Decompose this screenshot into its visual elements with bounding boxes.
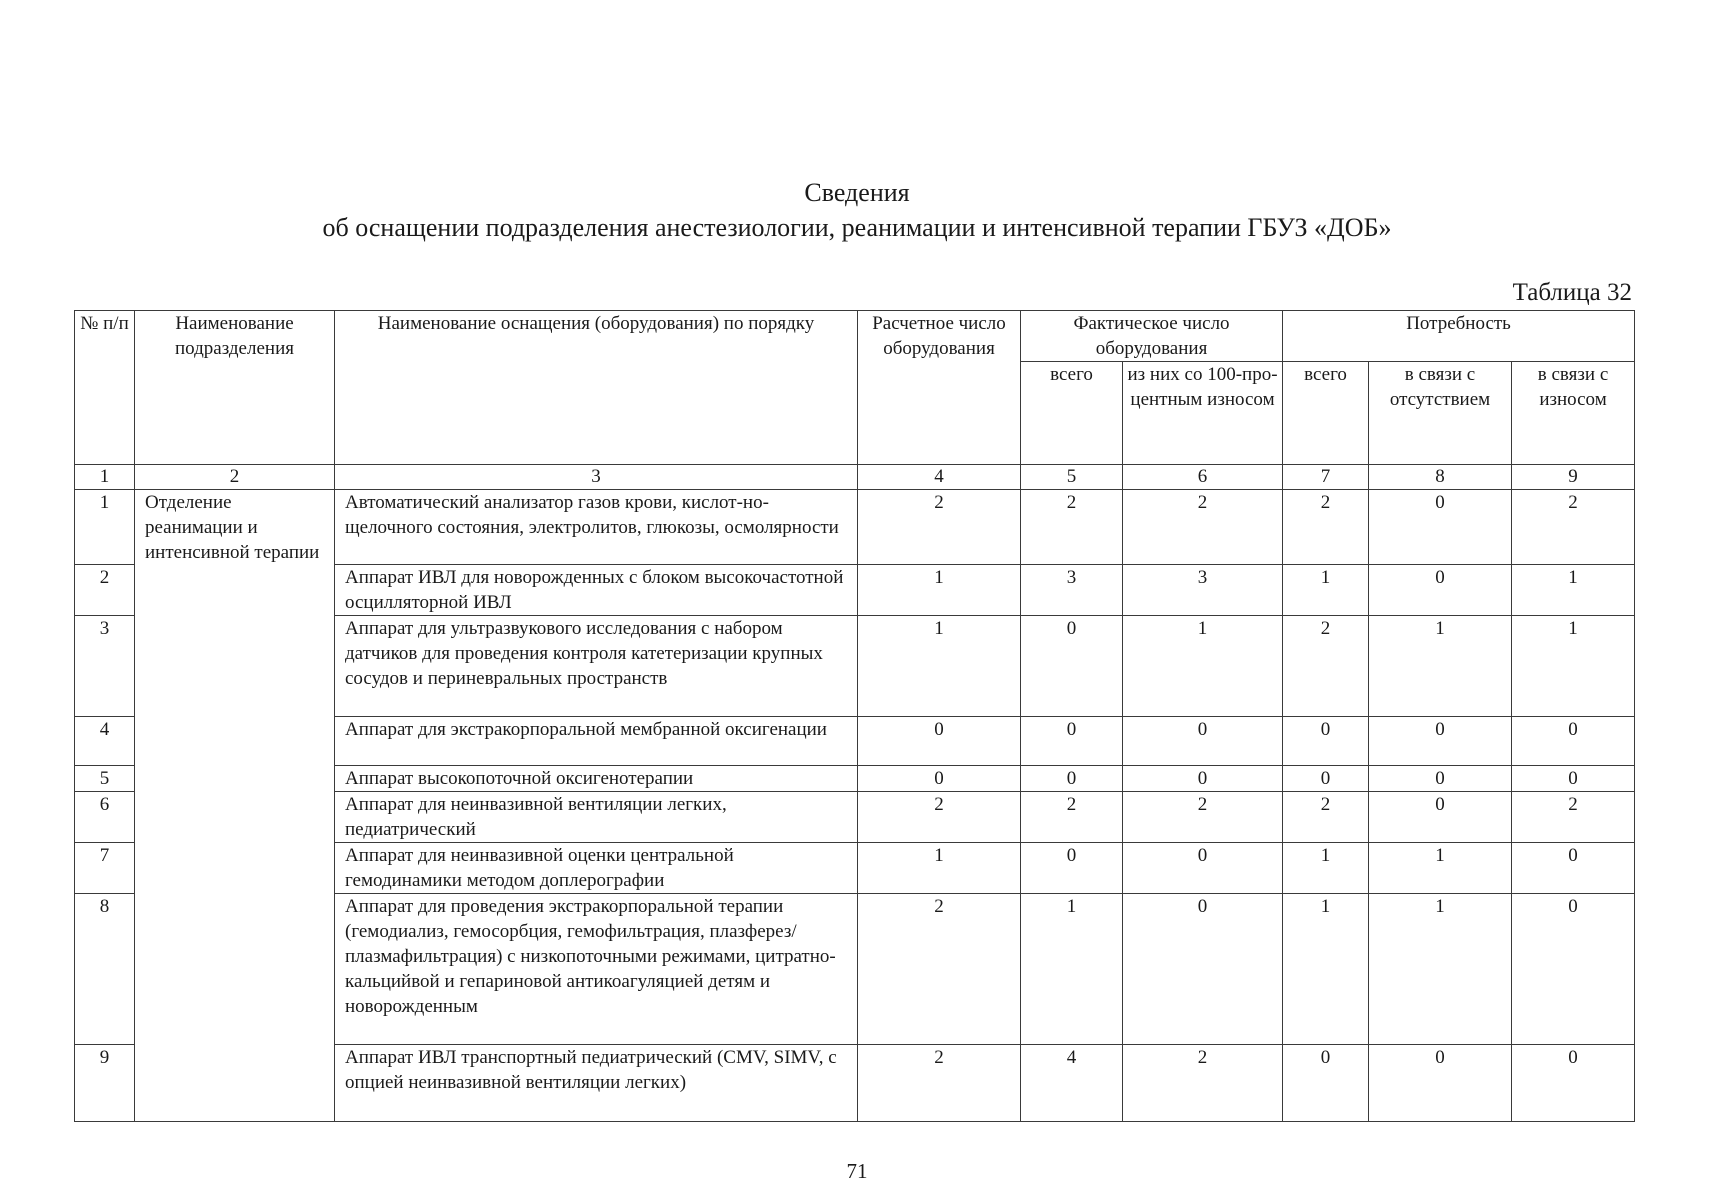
actual-total: 0 — [1021, 766, 1123, 792]
header-actual-total: всего — [1021, 362, 1123, 465]
header-num: № п/п — [75, 311, 135, 465]
header-actual: Фактическое число оборудования — [1021, 311, 1283, 362]
actual-worn: 3 — [1123, 565, 1283, 616]
actual-total: 0 — [1021, 843, 1123, 894]
column-number: 2 — [135, 465, 335, 490]
actual-worn: 0 — [1123, 717, 1283, 766]
header-department: Наименование подразделения — [135, 311, 335, 465]
need-total: 2 — [1283, 616, 1369, 717]
actual-worn: 2 — [1123, 792, 1283, 843]
equipment-name: Аппарат ИВЛ для новорожденных с блоком высокочастотной осцилляторной ИВЛ — [335, 565, 858, 616]
header-need-total: всего — [1283, 362, 1369, 465]
header-equipment: Наименование оснащения (оборудования) по порядку — [335, 311, 858, 465]
need-wear: 0 — [1512, 843, 1635, 894]
calculated-count: 2 — [858, 894, 1021, 1045]
calculated-count: 2 — [858, 490, 1021, 565]
need-absence: 0 — [1369, 717, 1512, 766]
need-absence: 0 — [1369, 1045, 1512, 1122]
actual-total: 1 — [1021, 894, 1123, 1045]
column-number: 9 — [1512, 465, 1635, 490]
row-number: 6 — [75, 792, 135, 843]
calculated-count: 2 — [858, 1045, 1021, 1122]
actual-worn: 0 — [1123, 894, 1283, 1045]
actual-total: 0 — [1021, 717, 1123, 766]
calculated-count: 1 — [858, 565, 1021, 616]
need-total: 1 — [1283, 894, 1369, 1045]
need-absence: 1 — [1369, 843, 1512, 894]
need-wear: 0 — [1512, 1045, 1635, 1122]
department-cell: Отделение реанимации и интенсивной терапии — [135, 490, 335, 1122]
row-number: 4 — [75, 717, 135, 766]
need-total: 0 — [1283, 1045, 1369, 1122]
actual-worn: 2 — [1123, 490, 1283, 565]
document-title: Сведения — [804, 178, 910, 207]
need-absence: 1 — [1369, 616, 1512, 717]
column-number: 1 — [75, 465, 135, 490]
actual-total: 2 — [1021, 490, 1123, 565]
actual-total: 0 — [1021, 616, 1123, 717]
equipment-table — [74, 310, 1635, 1122]
need-wear: 2 — [1512, 792, 1635, 843]
column-number: 6 — [1123, 465, 1283, 490]
equipment-name: Аппарат высокопоточной оксигенотерапии — [335, 766, 858, 792]
equipment-name: Аппарат ИВЛ транспортный педиатрический (CMV, SIMV, с опцией неинвазивной вентиляции легких) — [335, 1045, 858, 1122]
header-need-absence: в связи с отсутствием — [1369, 362, 1512, 465]
need-wear: 1 — [1512, 565, 1635, 616]
need-total: 1 — [1283, 565, 1369, 616]
calculated-count: 1 — [858, 616, 1021, 717]
need-wear: 0 — [1512, 894, 1635, 1045]
need-wear: 0 — [1512, 766, 1635, 792]
equipment-name: Аппарат для ультразвукового исследования с набором датчиков для проведения контроля катетеризации крупных сосудов и периневральных пространств — [335, 616, 858, 717]
header-calculated: Расчетное число оборудования — [858, 311, 1021, 465]
column-number: 8 — [1369, 465, 1512, 490]
header-need: Потребность — [1283, 311, 1635, 362]
equipment-name: Аппарат для неинвазивной оценки центральной гемодинамики методом доплерографии — [335, 843, 858, 894]
need-absence: 0 — [1369, 766, 1512, 792]
actual-worn: 1 — [1123, 616, 1283, 717]
actual-worn: 2 — [1123, 1045, 1283, 1122]
need-total: 2 — [1283, 490, 1369, 565]
table-label: Таблица 32 — [1512, 279, 1632, 306]
equipment-name: Автоматический анализатор газов крови, кислот-но-щелочного состояния, электролитов, глюкозы, осмолярности — [335, 490, 858, 565]
row-number: 8 — [75, 894, 135, 1045]
calculated-count: 0 — [858, 717, 1021, 766]
actual-total: 3 — [1021, 565, 1123, 616]
need-absence: 1 — [1369, 894, 1512, 1045]
row-number: 2 — [75, 565, 135, 616]
actual-worn: 0 — [1123, 766, 1283, 792]
calculated-count: 0 — [858, 766, 1021, 792]
calculated-count: 1 — [858, 843, 1021, 894]
need-absence: 0 — [1369, 792, 1512, 843]
equipment-name: Аппарат для экстракорпоральной мембранной оксигенации — [335, 717, 858, 766]
row-number: 3 — [75, 616, 135, 717]
column-number: 3 — [335, 465, 858, 490]
row-number: 7 — [75, 843, 135, 894]
column-number: 7 — [1283, 465, 1369, 490]
need-total: 0 — [1283, 717, 1369, 766]
page-number: 71 — [846, 1159, 868, 1183]
need-wear: 1 — [1512, 616, 1635, 717]
column-number: 4 — [858, 465, 1021, 490]
column-number-row — [75, 465, 1635, 490]
need-wear: 0 — [1512, 717, 1635, 766]
actual-total: 2 — [1021, 792, 1123, 843]
row-number: 1 — [75, 490, 135, 565]
row-number: 5 — [75, 766, 135, 792]
actual-worn: 0 — [1123, 843, 1283, 894]
header-need-wear: в связи с износом — [1512, 362, 1635, 465]
actual-total: 4 — [1021, 1045, 1123, 1122]
need-absence: 0 — [1369, 490, 1512, 565]
equipment-name: Аппарат для проведения экстракорпоральной терапии (гемодиализ, гемосорбция, гемофильтрация, плазферез/ плазмафильтрация) с низкопоточными режимами, цитратно-кальцийвой и гепариновой антикоагуляцией детям и новорожденным — [335, 894, 858, 1045]
column-number: 5 — [1021, 465, 1123, 490]
need-total: 0 — [1283, 766, 1369, 792]
need-wear: 2 — [1512, 490, 1635, 565]
need-absence: 0 — [1369, 565, 1512, 616]
header-actual-worn: из них со 100-про-центным износом — [1123, 362, 1283, 465]
table-row — [75, 490, 1635, 565]
calculated-count: 2 — [858, 792, 1021, 843]
row-number: 9 — [75, 1045, 135, 1122]
document-subtitle: об оснащении подразделения анестезиологии, реанимации и интенсивной терапии ГБУЗ «ДОБ» — [322, 213, 1392, 242]
need-total: 2 — [1283, 792, 1369, 843]
equipment-name: Аппарат для неинвазивной вентиляции легких, педиатрический — [335, 792, 858, 843]
need-total: 1 — [1283, 843, 1369, 894]
